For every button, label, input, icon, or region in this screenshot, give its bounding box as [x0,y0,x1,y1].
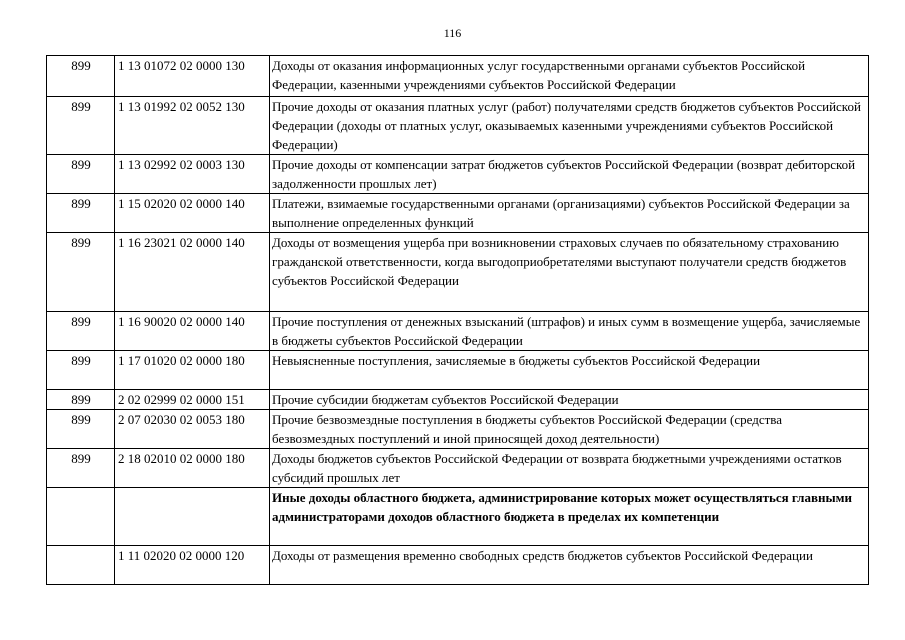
admin-code-cell [47,488,115,546]
budget-code-cell: 1 16 90020 02 0000 140 [115,312,270,351]
table-row [47,194,869,233]
table-row [47,390,869,410]
revenue-description-cell: Прочие субсидии бюджетам субъектов Российской Федерации [270,390,869,410]
budget-code-cell: 2 18 02010 02 0000 180 [115,449,270,488]
budget-code-cell [115,488,270,546]
budget-code-cell: 1 13 01992 02 0052 130 [115,97,270,155]
revenue-description-cell: Доходы от оказания информационных услуг государственными органами субъектов Российской Федерации, казенными учреждениями субъектов Российской Федерации [270,56,869,97]
admin-code-cell: 899 [47,390,115,410]
table-row [47,56,869,97]
budget-code-cell: 1 15 02020 02 0000 140 [115,194,270,233]
table-row [47,546,869,585]
budget-code-cell: 2 07 02030 02 0053 180 [115,410,270,449]
table-row [47,155,869,194]
revenue-description-cell: Прочие поступления от денежных взысканий (штрафов) и иных сумм в возмещение ущерба, зачисляемые в бюджеты субъектов Российской Федерации [270,312,869,351]
budget-code-cell: 1 13 02992 02 0003 130 [115,155,270,194]
admin-code-cell: 899 [47,410,115,449]
revenue-description-cell: Доходы от размещения временно свободных средств бюджетов субъектов Российской Федерации [270,546,869,585]
admin-code-cell: 899 [47,155,115,194]
admin-code-cell [47,546,115,585]
table-row [47,449,869,488]
table-row [47,351,869,390]
revenue-description-cell: Иные доходы областного бюджета, администрирование которых может осуществляться главными администраторами доходов областного бюджета в пределах их компетенции [270,488,869,546]
budget-code-cell: 1 11 02020 02 0000 120 [115,546,270,585]
admin-code-cell: 899 [47,351,115,390]
table-row [47,233,869,312]
budget-code-cell: 1 17 01020 02 0000 180 [115,351,270,390]
revenue-description-cell: Прочие доходы от оказания платных услуг (работ) получателями средств бюджетов субъектов Российской Федерации (доходы от платных услуг, оказываемых казенными учреждениями субъектов Российской Федерации) [270,97,869,155]
table-body [47,56,869,585]
budget-code-cell: 2 02 02999 02 0000 151 [115,390,270,410]
budget-code-cell: 1 13 01072 02 0000 130 [115,56,270,97]
revenue-codes-table [46,55,869,585]
admin-code-cell: 899 [47,312,115,351]
revenue-description-cell: Прочие доходы от компенсации затрат бюджетов субъектов Российской Федерации (возврат дебиторской задолженности прошлых лет) [270,155,869,194]
revenue-description-cell: Доходы бюджетов субъектов Российской Федерации от возврата бюджетными учреждениями остатков субсидий прошлых лет [270,449,869,488]
budget-code-cell: 1 16 23021 02 0000 140 [115,233,270,312]
revenue-description-cell: Прочие безвозмездные поступления в бюджеты субъектов Российской Федерации (средства безвозмездных поступлений и иной приносящей доход деятельности) [270,410,869,449]
admin-code-cell: 899 [47,194,115,233]
revenue-description-cell: Доходы от возмещения ущерба при возникновении страховых случаев по обязательному страхованию гражданской ответственности, когда выгодоприобретателями выступают получатели средств бюджетов субъектов Российской Федерации [270,233,869,312]
admin-code-cell: 899 [47,233,115,312]
table-row [47,410,869,449]
table-row [47,488,869,546]
table-row [47,97,869,155]
admin-code-cell: 899 [47,97,115,155]
revenue-description-cell: Невыясненные поступления, зачисляемые в бюджеты субъектов Российской Федерации [270,351,869,390]
revenue-description-cell: Платежи, взимаемые государственными органами (организациями) субъектов Российской Федерации за выполнение определенных функций [270,194,869,233]
admin-code-cell: 899 [47,56,115,97]
page-number: 116 [443,26,462,40]
admin-code-cell: 899 [47,449,115,488]
table-row [47,312,869,351]
